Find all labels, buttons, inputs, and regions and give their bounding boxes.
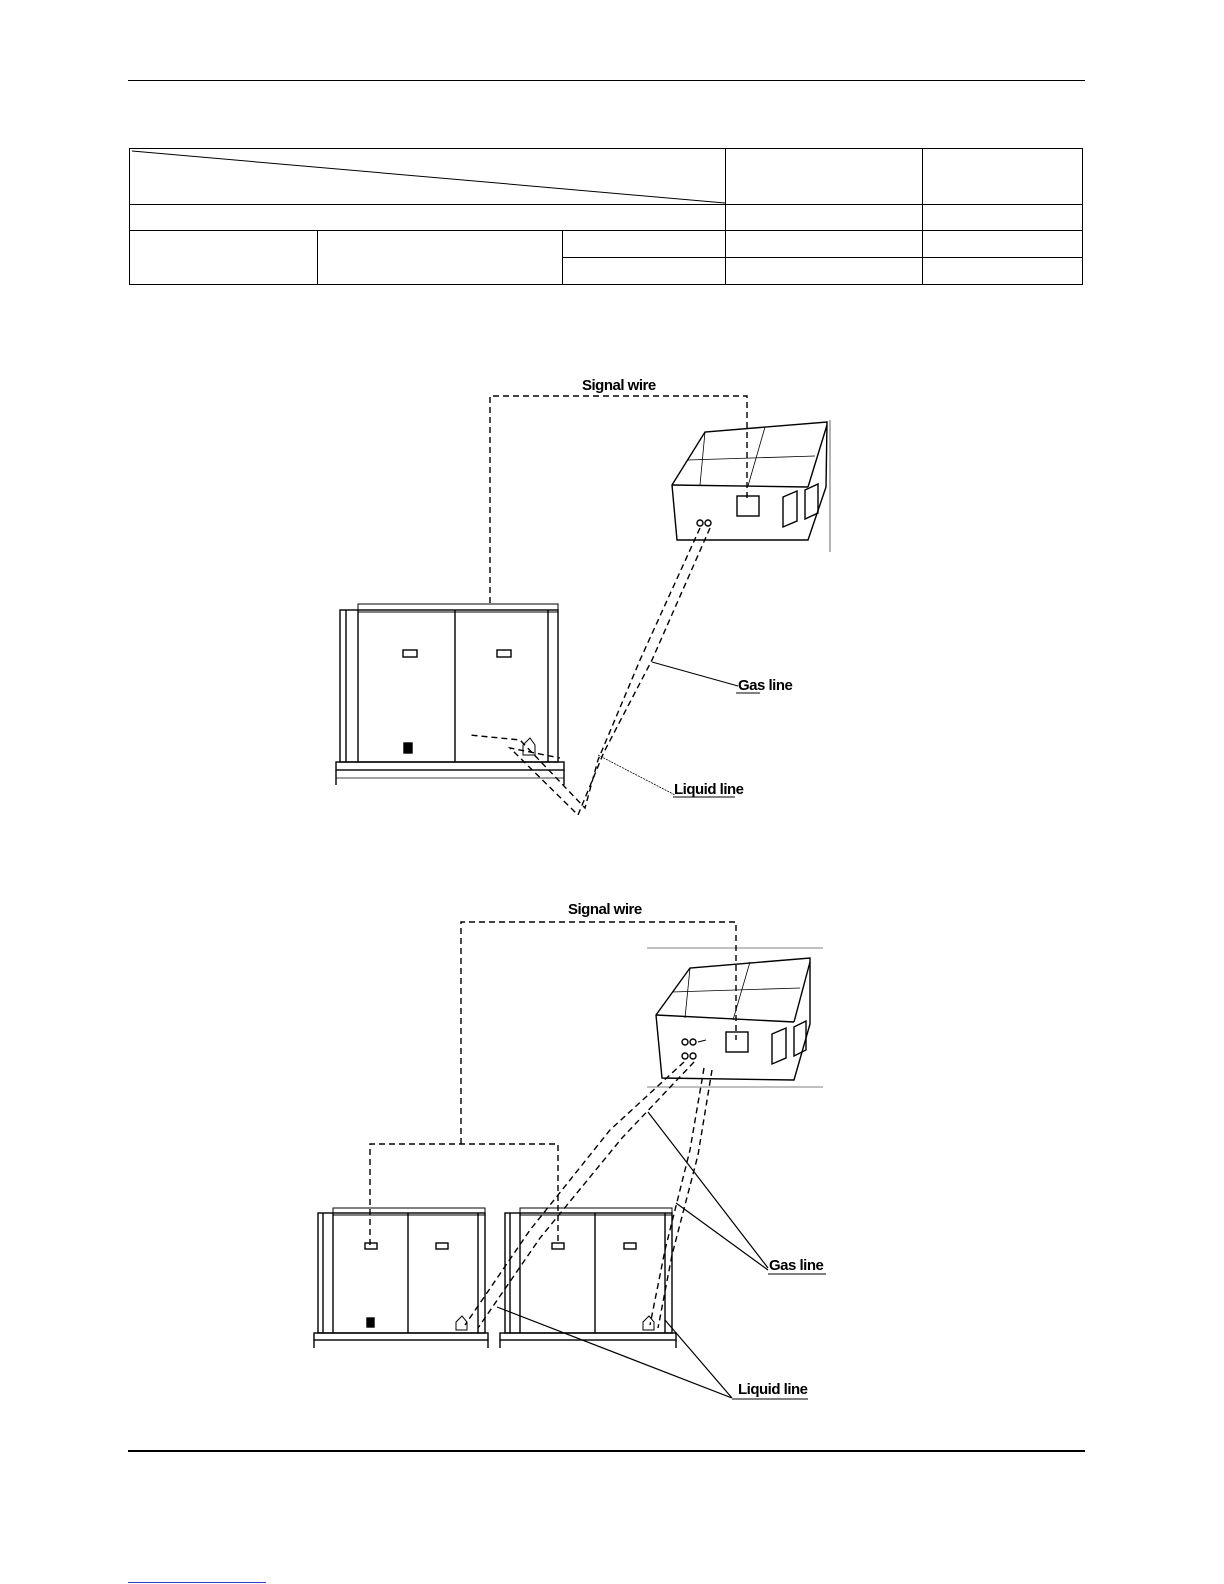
table-cell bbox=[923, 258, 1083, 285]
indoor-unit bbox=[656, 958, 810, 1080]
table-cell bbox=[923, 205, 1083, 231]
liquid-line-label: Liquid line bbox=[674, 781, 744, 798]
gas-line-label: Gas line bbox=[769, 1257, 824, 1274]
signal-wire-label: Signal wire bbox=[568, 901, 642, 918]
table-cell bbox=[726, 258, 923, 285]
liquid-line-leader bbox=[598, 755, 675, 795]
outdoor-unit-right bbox=[500, 1208, 676, 1348]
gas-line-label: Gas line bbox=[738, 677, 793, 694]
gas-line-2 bbox=[650, 1068, 704, 1325]
diagonal-line bbox=[130, 149, 725, 205]
signal-wire-line bbox=[461, 922, 736, 1144]
table-cell bbox=[563, 258, 726, 285]
liquid-line-leader-2 bbox=[665, 1320, 732, 1398]
table-cell bbox=[726, 149, 923, 205]
outdoor-unit bbox=[336, 604, 564, 785]
gas-line bbox=[465, 1062, 684, 1325]
liquid-line-label: Liquid line bbox=[738, 1381, 808, 1398]
gas-line bbox=[470, 528, 700, 808]
table-header-diagonal-cell bbox=[130, 149, 726, 205]
header-rule bbox=[128, 80, 1085, 81]
spec-table bbox=[129, 148, 1083, 285]
table-cell bbox=[923, 231, 1083, 258]
signal-wire-line bbox=[490, 396, 747, 603]
table-cell bbox=[130, 231, 318, 285]
table-cell bbox=[130, 205, 726, 231]
indoor-unit bbox=[672, 420, 830, 552]
outdoor-unit-left bbox=[314, 1208, 488, 1348]
footer-link-underline bbox=[128, 1582, 266, 1583]
liquid-line-leader bbox=[497, 1307, 732, 1398]
diagram-single-unit bbox=[0, 360, 1224, 830]
table-cell bbox=[318, 231, 563, 285]
liquid-line-2 bbox=[658, 1070, 712, 1328]
liquid-line bbox=[510, 528, 710, 815]
table-cell bbox=[563, 231, 726, 258]
gas-line-leader-2 bbox=[676, 1203, 768, 1270]
footer-rule bbox=[128, 1450, 1085, 1452]
gas-line-leader bbox=[652, 662, 738, 686]
signal-wire-label: Signal wire bbox=[582, 377, 656, 394]
table-cell bbox=[923, 149, 1083, 205]
table-cell bbox=[726, 205, 923, 231]
table-cell bbox=[726, 231, 923, 258]
diagram-two-units bbox=[0, 895, 1224, 1410]
